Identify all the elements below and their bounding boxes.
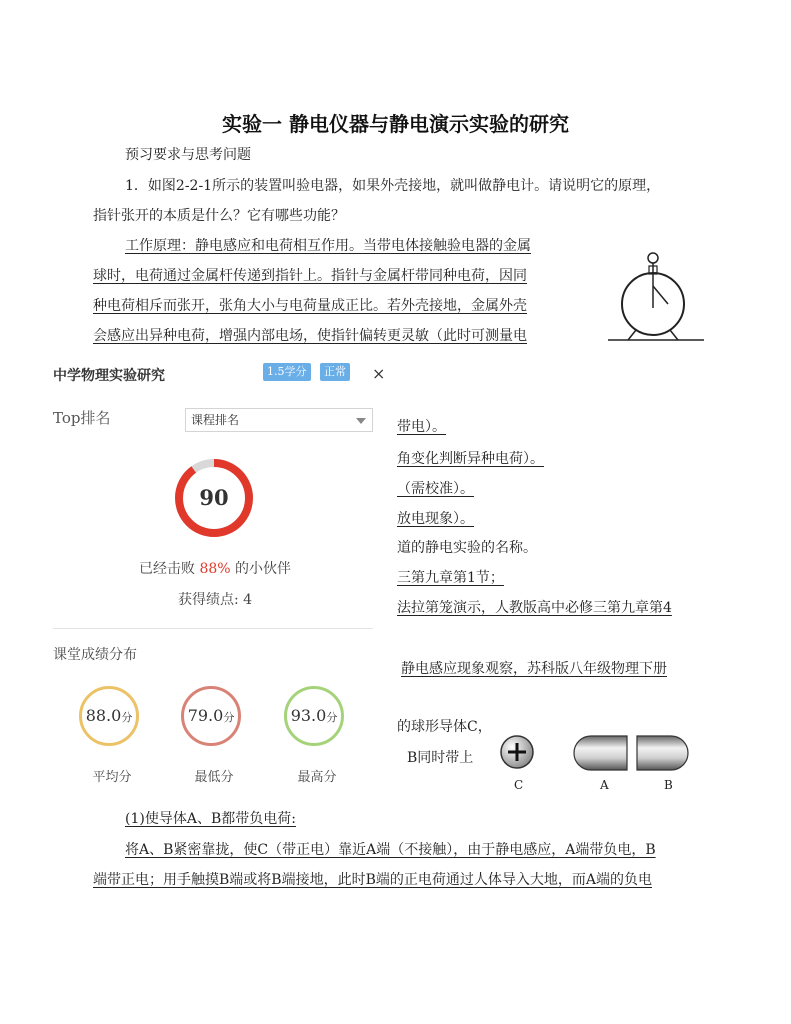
grade-points-text xyxy=(0,589,430,609)
figure-label-a: A xyxy=(600,778,609,792)
beat-percentage-text xyxy=(0,558,430,578)
credit-badge: 1.5学分 xyxy=(263,363,311,381)
divider xyxy=(53,628,373,629)
text-fragment-7: 法拉第笼演示，人教版高中必修三第九章第4 xyxy=(397,600,672,616)
beat-prefix: 已经击败 xyxy=(138,561,200,577)
grade-distribution-label: 课堂成绩分布 xyxy=(53,647,137,663)
text-fragment-4: 放电现象）。 xyxy=(397,511,474,527)
text-fragment-2: 角变化判断异种电荷）。 xyxy=(397,451,544,467)
figure-label-b: B xyxy=(664,778,673,792)
text-fragment-6: 三第九章第1节； xyxy=(397,570,504,586)
answer-line-2: 球时，电荷通过金属杆传递到指针上。指针与金属杆带同种电荷，因同 xyxy=(93,268,527,284)
electroscope-figure xyxy=(606,246,706,342)
max-score-value: 93.0 xyxy=(290,706,327,725)
sub-answer-line-1: 将A、B紧密靠拢，使C（带正电）靠近A端（不接触），由于静电感应，A端带负电，B xyxy=(125,842,656,858)
close-button[interactable]: × xyxy=(372,364,386,383)
min-score-label: 最低分 xyxy=(194,770,234,785)
text-fragment-1: 带电）。 xyxy=(397,419,446,435)
sub-answer-line-2: 端带正电；用手触摸B端或将B端接地，此时B端的正电荷通过人体导入大地，而A端的负电 xyxy=(93,872,652,888)
average-score-label: 平均分 xyxy=(92,770,132,785)
figure-label-c: C xyxy=(514,778,524,792)
chevron-down-icon xyxy=(356,418,366,424)
answer-line-3: 种电荷相斥而张开，张角大小与电荷量成正比。若外壳接地，金属外壳 xyxy=(93,298,527,314)
section-subtitle: 预习要求与思考问题 xyxy=(125,147,251,163)
max-score-ring xyxy=(284,686,344,746)
status-badge: 正常 xyxy=(320,363,350,381)
beat-suffix: 的小伙伴 xyxy=(230,561,292,577)
min-score-value: 79.0 xyxy=(187,706,224,725)
average-score-value: 88.0 xyxy=(85,706,122,725)
answer-line-1: 工作原理：静电感应和电荷相互作用。当带电体接触验电器的金属 xyxy=(125,238,531,254)
text-fragment-3: （需校准）。 xyxy=(397,481,474,497)
text-fragment-10: B同时带上 xyxy=(407,750,474,766)
text-fragment-9: 的球形导体C， xyxy=(397,719,492,735)
course-name: 中学物理实验研究 xyxy=(53,368,165,384)
ranking-select[interactable] xyxy=(185,408,373,432)
average-score-ring xyxy=(79,686,139,746)
sub-question-1: (1)使导体A、B都带负电荷: xyxy=(125,811,296,827)
grade-points-value: 4 xyxy=(243,592,253,608)
top-ranking-label: Top排名 xyxy=(53,409,111,427)
text-fragment-5: 道的静电实验的名称。 xyxy=(397,540,537,556)
min-score-unit: 分 xyxy=(223,711,235,724)
average-score-unit: 分 xyxy=(121,711,133,724)
grade-points-label: 获得绩点: xyxy=(177,592,244,608)
beat-percentage: 88% xyxy=(199,561,231,577)
conductor-figure xyxy=(495,730,695,780)
question-1-line-2: 指针张开的本质是什么？它有哪些功能？ xyxy=(93,208,345,224)
ranking-select-value: 课程排名 xyxy=(191,413,240,427)
question-1-line-1: 1．如图2-2-1所示的装置叫验电器，如果外壳接地，就叫做静电计。请说明它的原理， xyxy=(125,178,661,194)
answer-line-4: 会感应出异种电荷，增强内部电场，使指针偏转更灵敏（此时可测量电 xyxy=(93,328,527,344)
text-fragment-8: 静电感应现象观察，苏科版八年级物理下册 xyxy=(401,661,667,677)
max-score-label: 最高分 xyxy=(297,770,337,785)
score-value: 90 xyxy=(199,485,229,510)
document-title: 实验一 静电仪器与静电演示实验的研究 xyxy=(222,112,569,136)
max-score-unit: 分 xyxy=(326,711,338,724)
min-score-ring xyxy=(181,686,241,746)
